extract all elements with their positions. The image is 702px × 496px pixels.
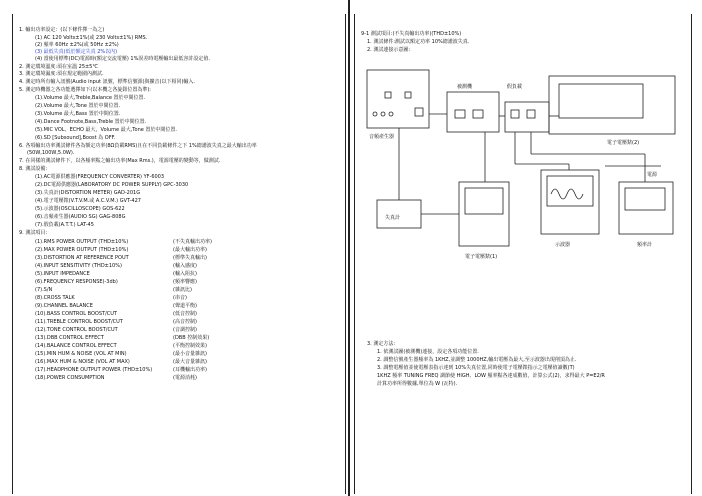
spec-line: (3).失真計(DISTORTION METER) GAD-201G <box>35 190 141 196</box>
test-item-note: (標準失真輸出) <box>173 255 207 261</box>
spec-line: (14).BALANCE CONTROL EFFECT <box>35 343 117 349</box>
spec-line: (8).CROSS TALK <box>35 295 75 301</box>
spec-line: 5. 測定時機器之各功能選擇如下(以本機之各旋鈕位置為準): <box>19 87 151 93</box>
section-heading: 2. 測試連接示意圖: <box>367 47 411 53</box>
oscilloscope-box <box>541 170 599 234</box>
distortion-meter-label: 失真計 <box>385 215 401 221</box>
test-item-note: (串音) <box>173 295 187 301</box>
test-item-note: (高音控制) <box>173 319 197 325</box>
spec-line: (7).S/N <box>35 287 53 293</box>
test-item-note: (低音控制) <box>173 311 197 317</box>
test-item-note: (不失真輸出功率) <box>173 239 212 245</box>
spec-line: (6).音頻產生器(AUDIO SG) GAG-808G <box>35 214 126 220</box>
spec-line: (2).MAX POWER OUTPUT (THD±10%) <box>35 247 129 253</box>
spec-line: 2. 測定環境溫度:須在室溫 25±5℃ <box>19 64 98 70</box>
spec-line: (15).MIN HUM & NOISE (VOL AT MIN) <box>35 351 127 357</box>
test-item-note: (聲道平衡) <box>173 303 197 309</box>
dummy-load-label: 假負載 <box>507 84 523 90</box>
test-item-note: (最小音量雜訊) <box>173 351 207 357</box>
signal-generator-box <box>367 70 429 128</box>
spec-line: (2).DC電源供應器(LABORATORY DC POWER SUPPLY) GPC-3030 <box>35 182 189 188</box>
test-item-note: (輸入阻抗) <box>173 271 197 277</box>
section-heading: 9-1 測試項目:(不失真輸出功率)(THD±10%) <box>361 31 462 37</box>
amplifier-label: 被測機 <box>457 84 473 90</box>
meter2-label: 電子電壓錶(2) <box>607 140 640 146</box>
test-item-note: (最大音量雜訊) <box>173 359 207 365</box>
spec-line: (4).Dance Footnote,Bass,Treble 置於中間位置. <box>35 119 147 125</box>
distortion-meter-box <box>377 200 421 228</box>
spec-line: (5).INPUT IMPEDANCE <box>35 271 90 277</box>
spec-line: (1).RMS POWER OUTPUT (THD±10%) <box>35 239 129 245</box>
spec-line: (2).Volume 最大,Tone 置於中間位置. <box>35 103 121 109</box>
method-line: 2. 調整信號產生器頻率為 1KHZ,並調整 1000HZ,輸出電壓為最大,至示波器出現削頂為止. <box>377 357 577 363</box>
spec-line: (6).SD [Subsound],Boost 為 OFF. <box>35 135 116 141</box>
method-line: 1. 依測試圖(被測機)連接，設定各項功能位置. <box>377 349 479 355</box>
test-item-note: (輸入感度) <box>173 263 197 269</box>
test-item-note: (平衡控制效果) <box>173 343 207 349</box>
power-label: 電源 <box>647 172 658 178</box>
spec-line: 6. 各項輸出功率測試條件各為額定功率(8Ω負載RMS)且在不同負載條件之下 1%總諧波失真之最大輸出功率 <box>19 143 257 149</box>
signal-generator-label: 音頻產生器 <box>369 134 395 140</box>
spec-line: (16).MAX HUM & NOISE (VOL AT MAX) <box>35 359 130 365</box>
vtvm1-label: 電子電壓錶(1) <box>465 254 498 260</box>
spec-line: (3).DISTORTION AT REFERENCE POUT <box>35 255 129 261</box>
frequency-counter-label: 頻率計 <box>637 242 653 248</box>
test-item-note: (耳機輸出功率) <box>173 367 207 373</box>
spec-line: 8. 測試設備: <box>19 166 48 172</box>
test-item-note: (頻率響應) <box>173 279 197 285</box>
spec-line: (50W,100W,5.0W). <box>27 150 75 156</box>
method-line: 1KHZ 頻率 TUNING FREQ 調節使 HIGH、LOW 頻率點各達成數值，計算公式(2)，求得最大 P=E2/R <box>377 373 605 379</box>
section-heading: 1. 測試條件:測試以額定功率 10%總諧波失真. <box>367 39 470 45</box>
spec-line: (4) 當使用標準(DC)電源時(額定交流電壓) 1%誤差時電壓輸出最低容許設定值. <box>35 56 210 62</box>
test-item-note: (最大輸出功率) <box>173 247 207 253</box>
oscilloscope-label: 示波器 <box>555 242 571 248</box>
spec-line: (10).BASS CONTROL BOOST/CUT <box>35 311 117 317</box>
spec-line: (1).Volume 最大,Treble,Balance 置於中間位置. <box>35 95 146 101</box>
spec-line: (4).INPUT SENSITIVITY (THD±10%) <box>35 263 122 269</box>
spec-line: 7. 在同樣的測試條件下，以各頻率點之輸出功率(Max Rms.)，電源電壓的變動等，做測試. <box>19 158 221 164</box>
spec-line: (11).TREBLE CONTROL BOOST/CUT <box>35 319 123 325</box>
test-item-note: (音調控制) <box>173 327 197 333</box>
test-item-note: (DBB 控制效果) <box>173 335 210 341</box>
spec-line: (5).MIC VOL、ECHO 最大，Volume 最大,Tone 置於中間位置. <box>35 127 177 133</box>
meter2-box <box>549 76 675 134</box>
method-line: 3. 調整電壓值並使電壓表指示達到 10%失真位置,同時使電子電壓錶指示之電壓值讀數(T) <box>377 365 575 371</box>
spec-line: (1) AC 120 Volts±1%(或 230 Volts±1%) RMS. <box>35 35 148 41</box>
test-item-note: (雜訊比) <box>173 287 192 293</box>
spec-line: (5).示波器(OSCILLOSCOPE) GOS-622 <box>35 206 125 212</box>
left-page <box>12 14 346 494</box>
spec-line: 1. 輸出功率設定：(以下條件擇一為之) <box>19 27 105 33</box>
spec-line: (13).DBB CONTROL EFFECT <box>35 335 104 341</box>
spec-line: (4).電子電壓錶(V.T.V.M.或 A.C.V.M.) GVT-427 <box>35 198 141 204</box>
connection-diagram <box>355 54 691 354</box>
method-line: 3. 測定方法: <box>367 341 396 347</box>
spec-line: (7).假負載(A.T.T.) LAT-45 <box>35 222 94 228</box>
right-page <box>354 14 692 494</box>
spec-line: 4. 測定時所有輸入訊號(Audio input 訊號，標準信號源)與擴音(以下相同)輸入. <box>19 79 196 85</box>
spec-line: (18).POWER CONSUMPTION <box>35 375 105 381</box>
spec-line: (9).CHANNEL BALANCE <box>35 303 93 309</box>
spec-line: (12).TONE CONTROL BOOST/CUT <box>35 327 118 333</box>
spec-line: (17).HEADPHONE OUTPUT POWER (THD±10%) <box>35 367 153 373</box>
spec-line: (6).FREQUENCY RESPONSE(-3db) <box>35 279 118 285</box>
spec-line: (2) 頻率 60Hz ±2%(或 50Hz ±2%) <box>35 42 119 48</box>
spec-line: (3) 最低失真(低於額定失真 2%以內) <box>35 49 118 55</box>
spec-line: (1).AC電源供應器(FREQUENCY CONVERTER) YF-6003 <box>35 174 165 180</box>
spec-line: 9. 測試項目: <box>19 230 48 236</box>
method-line: 計算功率所得數據,單位為 W (瓦特). <box>377 381 458 387</box>
spec-line: 3. 測定環境濕度:須在規定範圍內測試. <box>19 71 104 77</box>
spec-line: (3).Volume 最大,Bass 置於中間位置. <box>35 111 121 117</box>
page-gutter <box>348 0 350 496</box>
test-item-note: (電源消耗) <box>173 375 197 381</box>
